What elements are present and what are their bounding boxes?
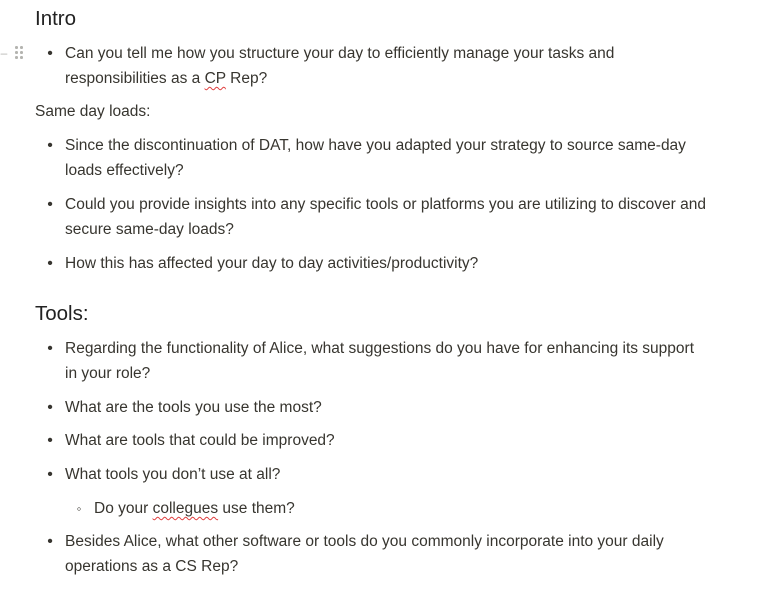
bullet-disc: • [47,399,53,416]
list-item-text[interactable]: Since the discontinuation of DAT, how have you adapted your strategy to source same-day loads effectively? [65,137,686,179]
list-item-text[interactable]: What are the tools you use the most? [65,399,322,416]
add-block-icon[interactable]: – [0,46,8,60]
drag-handle-icon[interactable] [14,45,26,61]
list-item-text[interactable]: How this has affected your day to day activities/productivity? [65,255,479,272]
bullet-circle: ◦ [76,501,82,516]
list-item-text[interactable]: Could you provide insights into any specific tools or platforms you are utilizing to discover and secure same-day loads? [65,196,706,238]
bullet-disc: • [47,340,53,357]
spellcheck-flag[interactable]: CP [204,70,226,87]
list-item-text[interactable]: What are tools that could be improved? [65,432,335,449]
bullet-disc: • [47,255,53,272]
heading-intro[interactable]: Intro [35,7,77,30]
list-item-text[interactable]: Besides Alice, what other software or tools do you commonly incorporate into your daily operations as a CS Rep? [65,533,664,575]
heading-tools[interactable]: Tools: [35,302,89,325]
bullet-disc: • [47,45,53,62]
bullet-disc: • [47,533,53,550]
spellcheck-flag[interactable]: collegues [152,500,219,517]
block-controls [0,44,32,62]
bullet-disc: • [47,137,53,154]
bullet-disc: • [47,432,53,449]
bullet-disc: • [47,466,53,483]
bullet-disc: • [47,196,53,213]
list-item-text[interactable]: Regarding the functionality of Alice, what suggestions do you have for enhancing its support in your role? [65,340,695,382]
section-label-same-day[interactable]: Same day loads: [35,103,151,120]
list-item-text[interactable]: What tools you don’t use at all? [65,466,281,483]
list-item-text[interactable]: Do your collegues use them? [94,500,295,517]
list-item-text[interactable]: Can you tell me how you structure your day to efficiently manage your tasks and responsibilities as a CP Rep? [65,45,615,87]
